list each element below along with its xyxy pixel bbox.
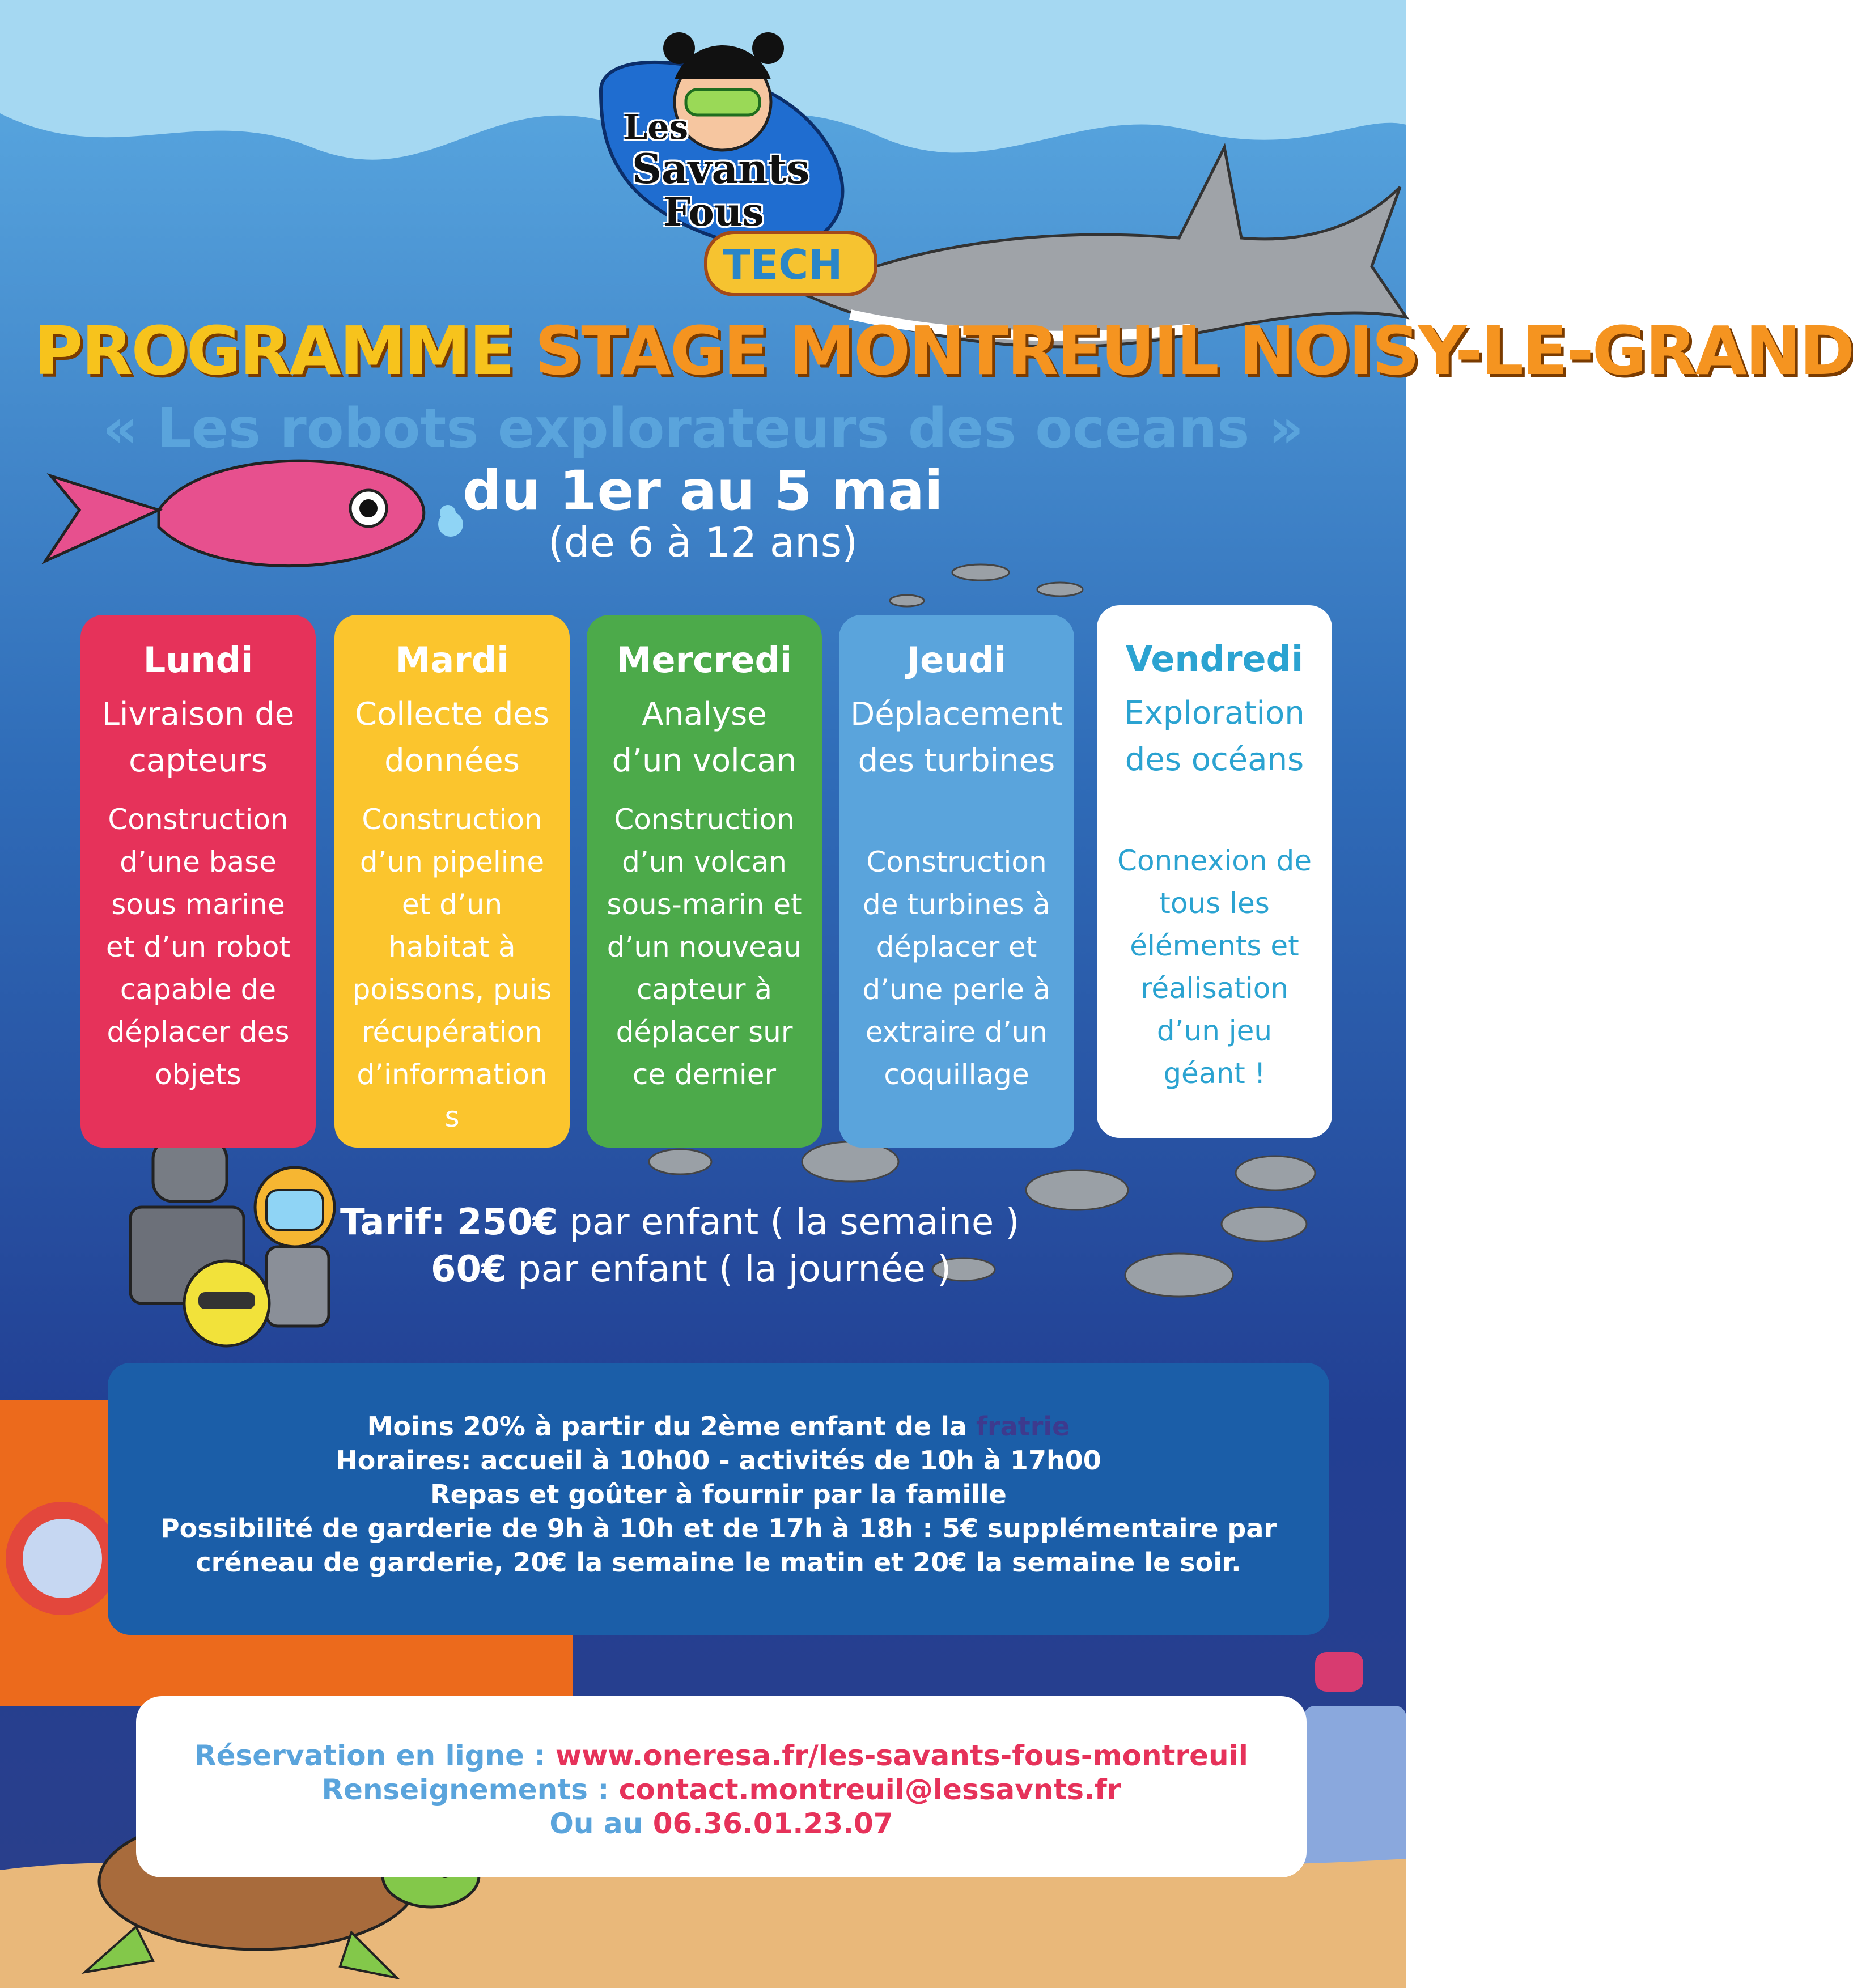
contact-info — [136, 1773, 1307, 1807]
day-card-vendredi — [1097, 605, 1332, 1138]
description-line: sous-marin et — [607, 888, 802, 921]
contact-box — [136, 1696, 1307, 1877]
info-meals: Repas et goûter à fournir par la famille — [430, 1479, 1007, 1510]
description-line: d’une base — [120, 846, 277, 878]
activity-line: Analyse — [642, 696, 767, 733]
phone-label: Ou au — [549, 1807, 643, 1840]
day-card-mardi — [334, 615, 570, 1148]
day-name: Mercredi — [616, 639, 792, 681]
price-week-text: par enfant ( la semaine ) — [569, 1201, 1020, 1243]
logo-line2: Savants — [632, 145, 810, 193]
phone-link[interactable]: 06.36.01.23.07 — [652, 1807, 893, 1840]
description-line: géant ! — [1163, 1057, 1266, 1090]
price-week-amount: 250€ — [456, 1201, 558, 1243]
price-week — [340, 1201, 1077, 1243]
description-line: d’information — [357, 1058, 548, 1091]
description-line: Construction — [362, 803, 542, 836]
description-line: de turbines à — [863, 888, 1050, 921]
activity-line: d’un volcan — [612, 742, 797, 779]
email-link[interactable]: contact.montreuil@lessavnts.fr — [618, 1773, 1121, 1806]
day-name: Lundi — [143, 639, 253, 681]
info-discount-text: Moins 20% à partir du 2ème enfant de la — [367, 1411, 967, 1442]
description-line: capteur à — [636, 973, 772, 1006]
description-line: d’un volcan — [622, 846, 787, 878]
headline-location: STAGE MONTREUIL NOISY-LE-GRAND — [535, 312, 1853, 390]
info-label: Renseignements : — [321, 1773, 609, 1806]
headline — [34, 312, 1853, 390]
description-line: s — [444, 1101, 460, 1133]
description-line: Construction — [614, 803, 795, 836]
info-daycare-1: Possibilité de garderie de 9h à 10h et de 17h à 18h : 5€ supplémentaire par — [160, 1513, 1277, 1544]
description-line: Construction — [866, 846, 1047, 878]
description-line: déplacer des — [107, 1016, 290, 1048]
description-line: tous les — [1159, 887, 1270, 920]
activity-line: des turbines — [858, 742, 1055, 779]
info-box — [108, 1363, 1329, 1635]
description-line: déplacer sur — [616, 1016, 793, 1048]
description-line: Construction — [108, 803, 289, 836]
activity-line: Livraison de — [101, 696, 295, 733]
contact-booking — [136, 1739, 1307, 1773]
price-day-text: par enfant ( la journée ) — [518, 1248, 952, 1290]
description-line: coquillage — [884, 1058, 1029, 1091]
day-name: Mardi — [395, 639, 509, 681]
logo-line1: Les — [624, 108, 689, 147]
description-line: capable de — [120, 973, 277, 1006]
activity-line: Collecte des — [354, 696, 550, 733]
activity-line: Déplacement — [850, 696, 1063, 733]
description-line: déplacer et — [876, 931, 1037, 963]
program-dates: du 1er au 5 mai — [463, 459, 943, 523]
description-line: éléments et — [1130, 929, 1299, 962]
info-discount-highlight: fratrie — [976, 1411, 1070, 1442]
booking-link[interactable]: www.oneresa.fr/les-savants-fous-montreuil — [555, 1739, 1248, 1772]
price-day-amount: 60€ — [431, 1248, 507, 1290]
description-line: sous marine — [111, 888, 285, 921]
description-line: d’une perle à — [862, 973, 1051, 1006]
price-label: Tarif: — [340, 1201, 446, 1243]
description-line: Connexion de — [1117, 844, 1312, 877]
info-discount — [108, 1409, 1329, 1443]
info-hours: Horaires: accueil à 10h00 - activités de 10h à 17h00 — [336, 1445, 1101, 1476]
description-line: objets — [155, 1058, 241, 1091]
logo-line3: Fous — [663, 190, 764, 235]
description-line: habitat à — [388, 931, 516, 963]
info-daycare-2: créneau de garderie, 20€ la semaine le matin et 20€ la semaine le soir. — [196, 1547, 1241, 1578]
description-line: poissons, puis — [352, 973, 552, 1006]
description-line: ce dernier — [632, 1058, 777, 1091]
activity-line: capteurs — [129, 742, 268, 779]
price-day — [431, 1248, 1111, 1290]
les-savants-fous-logo — [578, 23, 873, 317]
day-card-mercredi — [587, 615, 822, 1148]
description-line: récupération — [362, 1016, 542, 1048]
booking-label: Réservation en ligne : — [194, 1739, 546, 1772]
day-name: Vendredi — [1125, 638, 1304, 679]
activity-line: des océans — [1125, 741, 1304, 778]
program-subtitle: « Les robots explorateurs des oceans » — [103, 397, 1304, 460]
activity-line: Exploration — [1124, 695, 1305, 732]
headline-programme: PROGRAMME — [34, 312, 514, 390]
day-name: Jeudi — [907, 639, 1006, 681]
logo-badge: TECH — [723, 241, 843, 288]
description-line: d’un pipeline — [359, 846, 545, 878]
description-line: d’un jeu — [1156, 1014, 1273, 1047]
description-line: d’un nouveau — [607, 931, 802, 963]
day-card-jeudi — [839, 615, 1074, 1148]
program-ages: (de 6 à 12 ans) — [548, 519, 858, 566]
description-line: réalisation — [1140, 972, 1289, 1005]
activity-line: données — [384, 742, 520, 779]
contact-phone — [136, 1807, 1307, 1841]
description-line: et d’un — [401, 888, 503, 921]
description-line: extraire d’un — [865, 1016, 1048, 1048]
description-line: et d’un robot — [105, 931, 291, 963]
day-card-lundi — [80, 615, 316, 1148]
